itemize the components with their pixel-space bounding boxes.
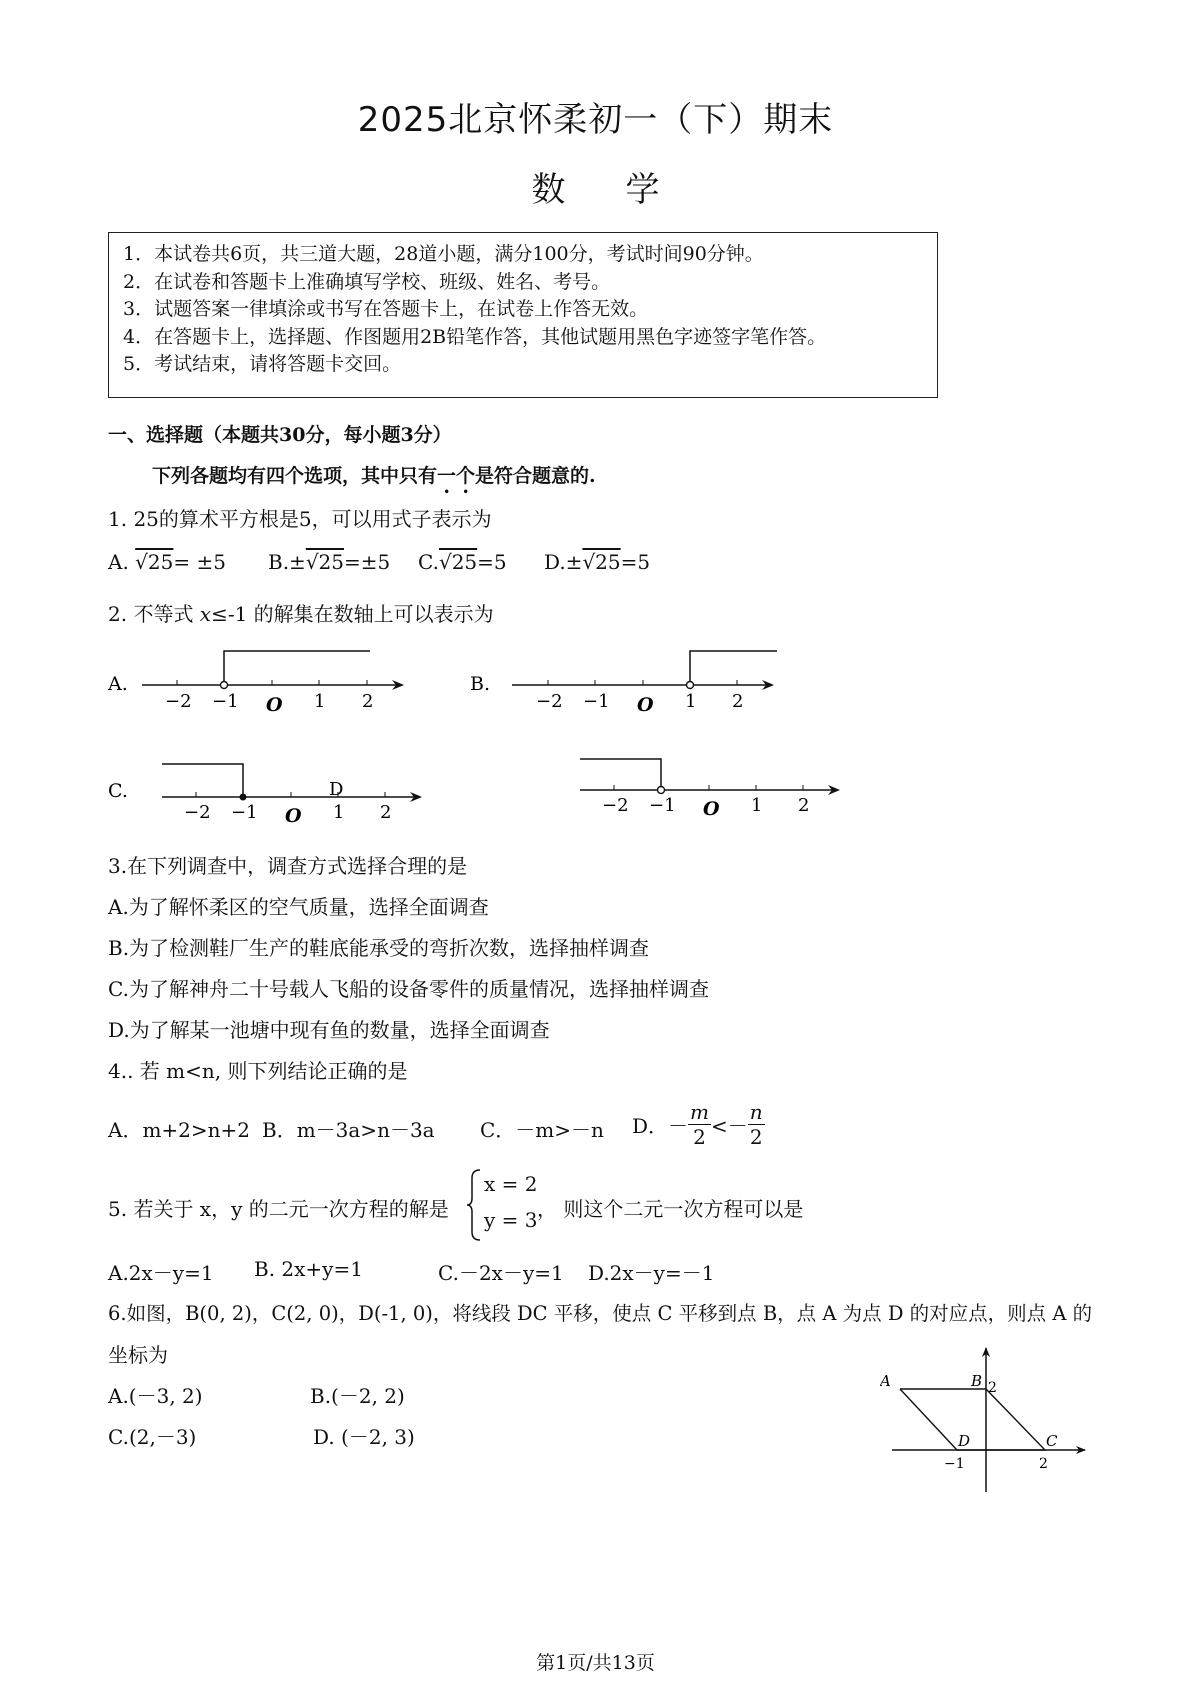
q2-a-origin: O xyxy=(266,694,283,716)
q2-d-tick: −2 xyxy=(602,795,629,816)
q4-option-c: C．－m>－n xyxy=(480,1118,604,1142)
q2-a-tick: −2 xyxy=(165,691,192,712)
q1-c-radical: √25 xyxy=(438,550,478,574)
q6-parallelogram xyxy=(900,1389,1045,1450)
q1-c-label: C. xyxy=(418,550,439,574)
q1-d-tail: =5 xyxy=(620,550,651,574)
exam-title: 2025北京怀柔初一（下）期末 xyxy=(357,100,834,140)
q2-d-tick: 1 xyxy=(751,795,763,816)
q2-b-origin: O xyxy=(637,694,654,716)
section-heading: 一、选择题（本题共30分，每小题3分） xyxy=(108,424,452,446)
q5-brace xyxy=(465,1168,485,1242)
subject-title: 数学 xyxy=(531,170,720,210)
instruction-post: 是符合题意的. xyxy=(475,465,596,487)
q6-label-b: B xyxy=(971,1372,983,1390)
q4-d-den2: 2 xyxy=(749,1125,763,1149)
q6-label-d: D xyxy=(958,1432,971,1450)
q2-label-b: B. xyxy=(470,673,491,695)
q6-option-c: C.(2,－3) xyxy=(108,1425,197,1449)
q4-d-fraction-n xyxy=(748,1100,765,1149)
q2-label-a: A. xyxy=(108,673,128,695)
q4-d-label: D．－ xyxy=(632,1114,689,1138)
q5-eq1: x = 2 xyxy=(484,1172,538,1196)
notice-item: 1．本试卷共6页，共三道大题，28道小题，满分100分，考试时间90分钟。 xyxy=(123,243,764,265)
q2-d-tick: −1 xyxy=(649,795,676,816)
q2-c-tick: 1 xyxy=(333,802,345,823)
q4-d-fraction-m xyxy=(688,1100,711,1149)
q4-d-den: 2 xyxy=(693,1125,706,1149)
q2-axis-b xyxy=(512,651,777,689)
instruction-emphasis: 一个 xyxy=(437,465,476,487)
q2-b-tick: −1 xyxy=(583,691,610,712)
q2-stem-pre: 2. 不等式 xyxy=(108,602,200,626)
q5-option-b: B. 2x+y=1 xyxy=(254,1257,363,1281)
q3-option-a: A.为了解怀柔区的空气质量，选择全面调查 xyxy=(108,895,489,919)
q6-label-c: C xyxy=(1046,1432,1058,1450)
q2-c-tick: −1 xyxy=(231,802,258,823)
q6-figure xyxy=(880,1340,1100,1500)
q2-a-tick: −1 xyxy=(212,691,239,712)
q2-axis-d xyxy=(580,759,838,794)
q2-label-d: D xyxy=(329,779,344,800)
q6-label-a: A xyxy=(880,1372,891,1390)
q2-label-c: C. xyxy=(108,780,128,802)
q4-option-a: A．m+2>n+2 xyxy=(108,1118,251,1142)
q1-d-radical: √25 xyxy=(582,550,621,574)
q1-c-tail: =5 xyxy=(477,550,507,574)
q6-line1: 6.如图，B(0, 2)，C(2, 0)，D(-1, 0)，将线段 DC 平移，使点 C 平移到点 B，点 A 为点 D 的对应点，则点 A 的 xyxy=(108,1302,1093,1325)
q4-stem: 4.. 若 m<n, 则下列结论正确的是 xyxy=(108,1059,408,1083)
notice-item: 3．试题答案一律填涂或书写在答题卡上，在试卷上作答无效。 xyxy=(123,298,649,320)
q3-option-c: C.为了解神舟二十号载人飞船的设备零件的质量情况，选择抽样调查 xyxy=(108,977,709,1001)
q6-x-tick-neg: −1 xyxy=(944,1456,965,1472)
q2-d-origin: O xyxy=(703,798,720,820)
q1-d-label: D.± xyxy=(544,550,583,574)
q6-option-b: B.(－2, 2) xyxy=(310,1384,405,1408)
q3-stem: 3.在下列调查中，调查方式选择合理的是 xyxy=(108,854,468,878)
instruction-pre: 下列各题均有四个选项，其中只有 xyxy=(152,465,438,487)
q1-a-label: A. xyxy=(108,550,129,574)
q5-option-a: A.2x－y=1 xyxy=(108,1261,214,1285)
q5-option-d: D.2x－y=－1 xyxy=(588,1261,715,1285)
q1-a-tail: = ±5 xyxy=(173,550,226,574)
notice-item: 2．在试卷和答题卡上准确填写学校、班级、姓名、考号。 xyxy=(123,270,611,293)
q1-b-radical: √25 xyxy=(305,550,345,574)
q2-b-tick: −2 xyxy=(536,691,563,712)
q2-c-tick: −2 xyxy=(184,802,211,823)
q4-d-n: n xyxy=(749,1100,763,1124)
q2-b-tick: 1 xyxy=(685,691,697,712)
q6-option-d: D. (－2, 3) xyxy=(313,1425,415,1449)
q5-stem-post: ， 则这个二元一次方程可以是 xyxy=(537,1197,804,1221)
notice-item: 5．考试结束，请将答题卡交回。 xyxy=(123,353,402,375)
q2-axis-a xyxy=(142,651,402,689)
q6-line2: 坐标为 xyxy=(108,1343,168,1367)
page-number: 第1页/共13页 xyxy=(536,1652,655,1674)
q2-axis-c xyxy=(162,764,420,801)
q4-d-m: m xyxy=(690,1100,710,1124)
q3-option-b: B.为了检测鞋厂生产的鞋底能承受的弯折次数，选择抽样调查 xyxy=(108,936,650,960)
q4-option-b: B．m－3a>n－3a xyxy=(262,1118,435,1142)
q6-option-a: A.(－3, 2) xyxy=(108,1384,203,1408)
q1-b-label: B.± xyxy=(268,550,306,574)
q4-d-mid: <－ xyxy=(711,1114,748,1138)
q6-x-tick-pos: 2 xyxy=(1039,1456,1048,1472)
q2-a-tick: 2 xyxy=(362,691,374,712)
q5-stem-pre: 5. 若关于 x，y 的二元一次方程的解是 xyxy=(108,1197,449,1221)
q5-eq2: y = 3 xyxy=(484,1208,538,1232)
q2-d-tick: 2 xyxy=(798,795,810,816)
q3-option-d: D.为了解某一池塘中现有鱼的数量，选择全面调查 xyxy=(108,1018,550,1042)
q5-option-c: C.－2x－y=1 xyxy=(438,1261,564,1285)
q2-c-origin: O xyxy=(285,805,302,827)
q1-stem: 1. 25的算术平方根是5，可以用式子表示为 xyxy=(108,507,492,531)
q4-option-d xyxy=(632,1100,765,1149)
q6-y-tick: 2 xyxy=(988,1380,997,1396)
q2-stem-var: x xyxy=(199,602,212,626)
q2-stem-post: ≤-1 的解集在数轴上可以表示为 xyxy=(211,602,494,626)
q2-c-tick: 2 xyxy=(380,802,392,823)
q1-b-tail: =±5 xyxy=(344,550,391,574)
q1-a-radical: √25 xyxy=(135,550,174,574)
q2-b-tick: 2 xyxy=(732,691,744,712)
q2-a-tick: 1 xyxy=(314,691,326,712)
notice-item: 4．在答题卡上，选择题、作图题用2B铅笔作答，其他试题用黑色字迹签字笔作答。 xyxy=(123,325,827,348)
